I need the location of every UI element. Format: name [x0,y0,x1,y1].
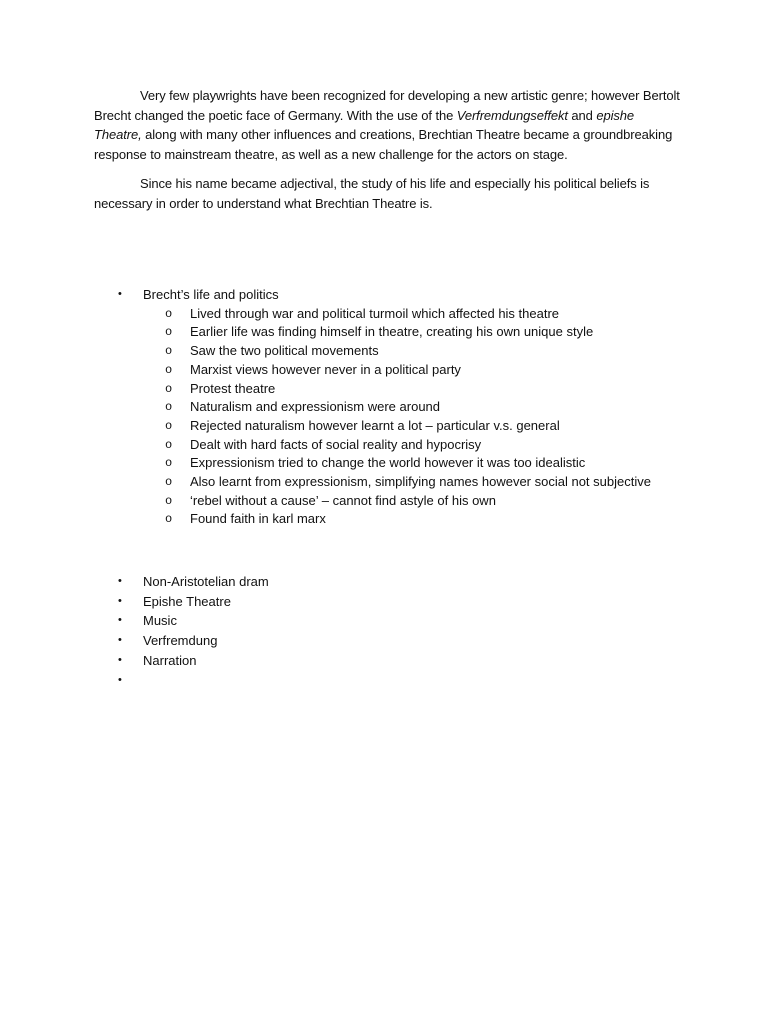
intro-italic-term-2: epishe Theatre, [94,107,635,142]
sub-list-item [165,492,651,511]
list-item-text: Verfremdung [143,633,218,649]
list-item [118,285,651,529]
list-item [118,671,269,691]
circle-bullet-icon: o [165,418,173,433]
sub-list-item [165,417,651,436]
circle-bullet-icon: o [165,493,173,508]
circle-bullet-icon: o [165,306,173,321]
sub-list-item [165,305,651,324]
list-item-text: Epishe Theatre [143,593,231,609]
sub-item-text: ‘rebel without a cause’ – cannot find astyle of his own [190,492,496,508]
bullet-icon: • [118,653,122,666]
sub-list-item [165,473,651,492]
intro-text-part1: Very few playwrights have been recognized for developing a new artistic genre; however Bertolt Brecht changed the poetic face of Germany. With the use of the [94,88,680,123]
bullet-icon: • [118,575,122,587]
list-item [118,651,269,671]
sub-item-text: Expressionism tried to change the world however it was too idealistic [190,455,586,471]
sub-item-text: Lived through war and political turmoil which affected his theatre [190,305,560,321]
sub-list-item [165,454,651,473]
theatre-concepts-list [118,572,269,690]
sub-list [165,305,651,529]
bullet-icon: • [118,673,122,686]
sub-item-text: Also learnt from expressionism, simplifying names however social not subjective [190,474,651,490]
list-item [118,592,269,612]
sub-item-text: Rejected naturalism however learnt a lot – particular v.s. general [190,417,560,433]
intro-italic-term-1: Verfremdungseffekt [456,107,568,123]
circle-bullet-icon: o [165,475,173,490]
sub-list-item [165,398,651,417]
intro-text-part2: and [567,107,597,123]
second-paragraph [94,174,684,213]
intro-text-part3: along with many other influences and creations, Brechtian Theatre became a groundbreaking response to mainstream theatre, as well as a new challenge for the actors on stage. [94,127,673,162]
list-item [118,631,269,651]
sub-item-text: Saw the two political movements [190,343,379,359]
sub-list-item [165,342,651,361]
bullet-icon: • [118,594,122,607]
bullet-icon: • [118,614,122,627]
sub-item-text: Dealt with hard facts of social reality and hypocrisy [190,436,482,452]
sub-item-text: Naturalism and expressionism were around [190,399,441,415]
list-item-text: Music [143,613,177,629]
sub-list-item [165,361,651,380]
circle-bullet-icon: o [165,400,173,415]
sub-item-text: Protest theatre [190,380,276,396]
circle-bullet-icon: o [165,381,173,396]
bullet-icon: • [118,288,122,300]
circle-bullet-icon: o [165,512,173,527]
circle-bullet-icon: o [165,437,173,452]
sub-list-item [165,510,651,529]
sub-list-item [165,436,651,455]
life-politics-list [118,285,651,529]
list-item-text: Narration [143,652,197,668]
list-item [118,572,269,592]
second-paragraph-text: Since his name became adjectival, the study of his life and especially his political beliefs is necessary in order to understand what Brechtian Theatre is. [94,176,650,211]
bullet-icon: • [118,634,122,647]
sub-item-text: Marxist views however never in a political party [190,361,461,377]
sub-item-text: Earlier life was finding himself in theatre, creating his own unique style [190,324,594,340]
sub-item-text: Found faith in karl marx [190,511,326,527]
circle-bullet-icon: o [165,456,173,471]
circle-bullet-icon: o [165,344,173,359]
sub-list-item [165,380,651,399]
circle-bullet-icon: o [165,362,173,377]
list-heading: Brecht’s life and politics [143,287,279,302]
intro-paragraph [94,86,684,164]
list-item [118,611,269,631]
list-item-text: Non-Aristotelian dram [143,574,269,589]
circle-bullet-icon: o [165,325,173,340]
sub-list-item [165,323,651,342]
